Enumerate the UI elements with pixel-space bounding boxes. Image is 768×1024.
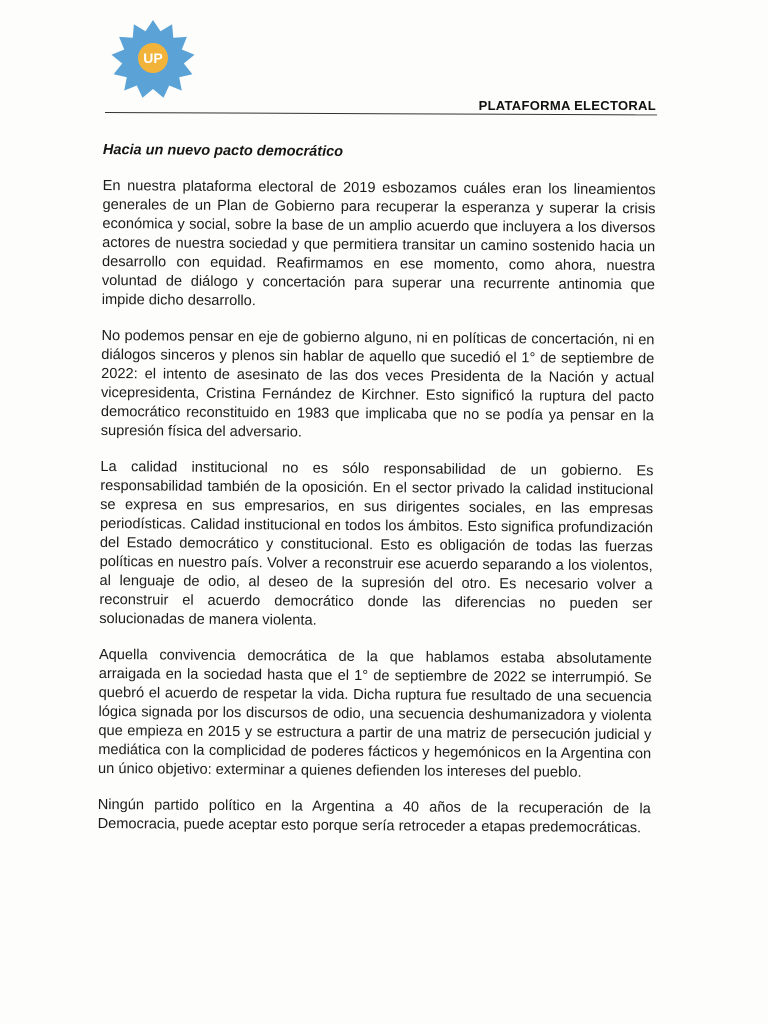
paragraph-2: No podemos pensar en eje de gobierno alguno, ni en políticas de concertación, ni en diálogos sinceros y plenos sin hablar de aquello que sucedió el 1° de septiembre de 2022: el intento de asesinato de las dos veces Presidenta de la Nación y actual vicepresidenta, Cristina Fernández de Kirchner. Esto significó la ruptura del pacto democrático reconstituido en 1983 que implicaba que no se podía ya pensar en la supresión física del adversario.	[100, 327, 655, 441]
document-body	[97, 142, 656, 855]
paragraph-1: En nuestra plataforma electoral de 2019 esbozamos cuáles eran los lineamientos generales de un Plan de Gobierno para recuperar la esperanza y superar la crisis económica y social, sobre la base de un amplio acuerdo que incluyera a los diversos actores de nuestra sociedad y que permitiera transitar un camino sostenido hacia un desarrollo con equidad. Reafirmamos en ese momento, como ahora, nuestra voluntad de diálogo y concertación para superar una recurrente antinomia que impide dicho desarrollo.	[101, 177, 656, 310]
header-title: PLATAFORMA ELECTORAL	[478, 98, 656, 113]
paragraph-5: Ningún partido político en la Argentina a 40 años de la recuperación de la Democracia, puede aceptar esto porque sería retroceder a etapas predemocráticas.	[97, 796, 651, 837]
logo-text: UP	[143, 50, 163, 66]
up-logo	[110, 18, 196, 98]
section-title: Hacia un nuevo pacto democrático	[102, 142, 344, 160]
paragraph-3: La calidad institucional no es sólo responsabilidad de un gobierno. Es responsabilidad también de la oposición. En el sector privado la calidad institucional se expresa en sus empresarios, en sus dirigentes sociales, en las empresas periodísticas. Calidad institucional en todos los ámbitos. Esto significa profundización del Estado democrático y constitucional. Esto es obligación de todas las fuerzas políticas en nuestro país. Volver a reconstruir ese acuerdo separando a los violentos, al lenguaje de odio, al deseo de la supresión del otro. Es necesario volver a reconstruir el acuerdo democrático donde las diferencias no pueden ser solucionadas de manera violenta.	[99, 458, 654, 629]
paragraph-4: Aquella convivencia democrática de la que hablamos estaba absolutamente arraigada en la sociedad hasta que el 1° de septiembre de 2022 se interrumpió. Se quebró el acuerdo de respetar la vida. Dicha ruptura fue resultado de una secuencia lógica signada por los discursos de odio, una secuencia deshumanizadora y violenta que empieza en 2015 y se estructura a partir de una matriz de persecución judicial y mediática con la complicidad de poderes fácticos y hegemónicos en la Argentina con un único objetivo: exterminar a quienes defienden los intereses del pueblo.	[98, 646, 653, 781]
up-star-icon	[110, 18, 196, 98]
